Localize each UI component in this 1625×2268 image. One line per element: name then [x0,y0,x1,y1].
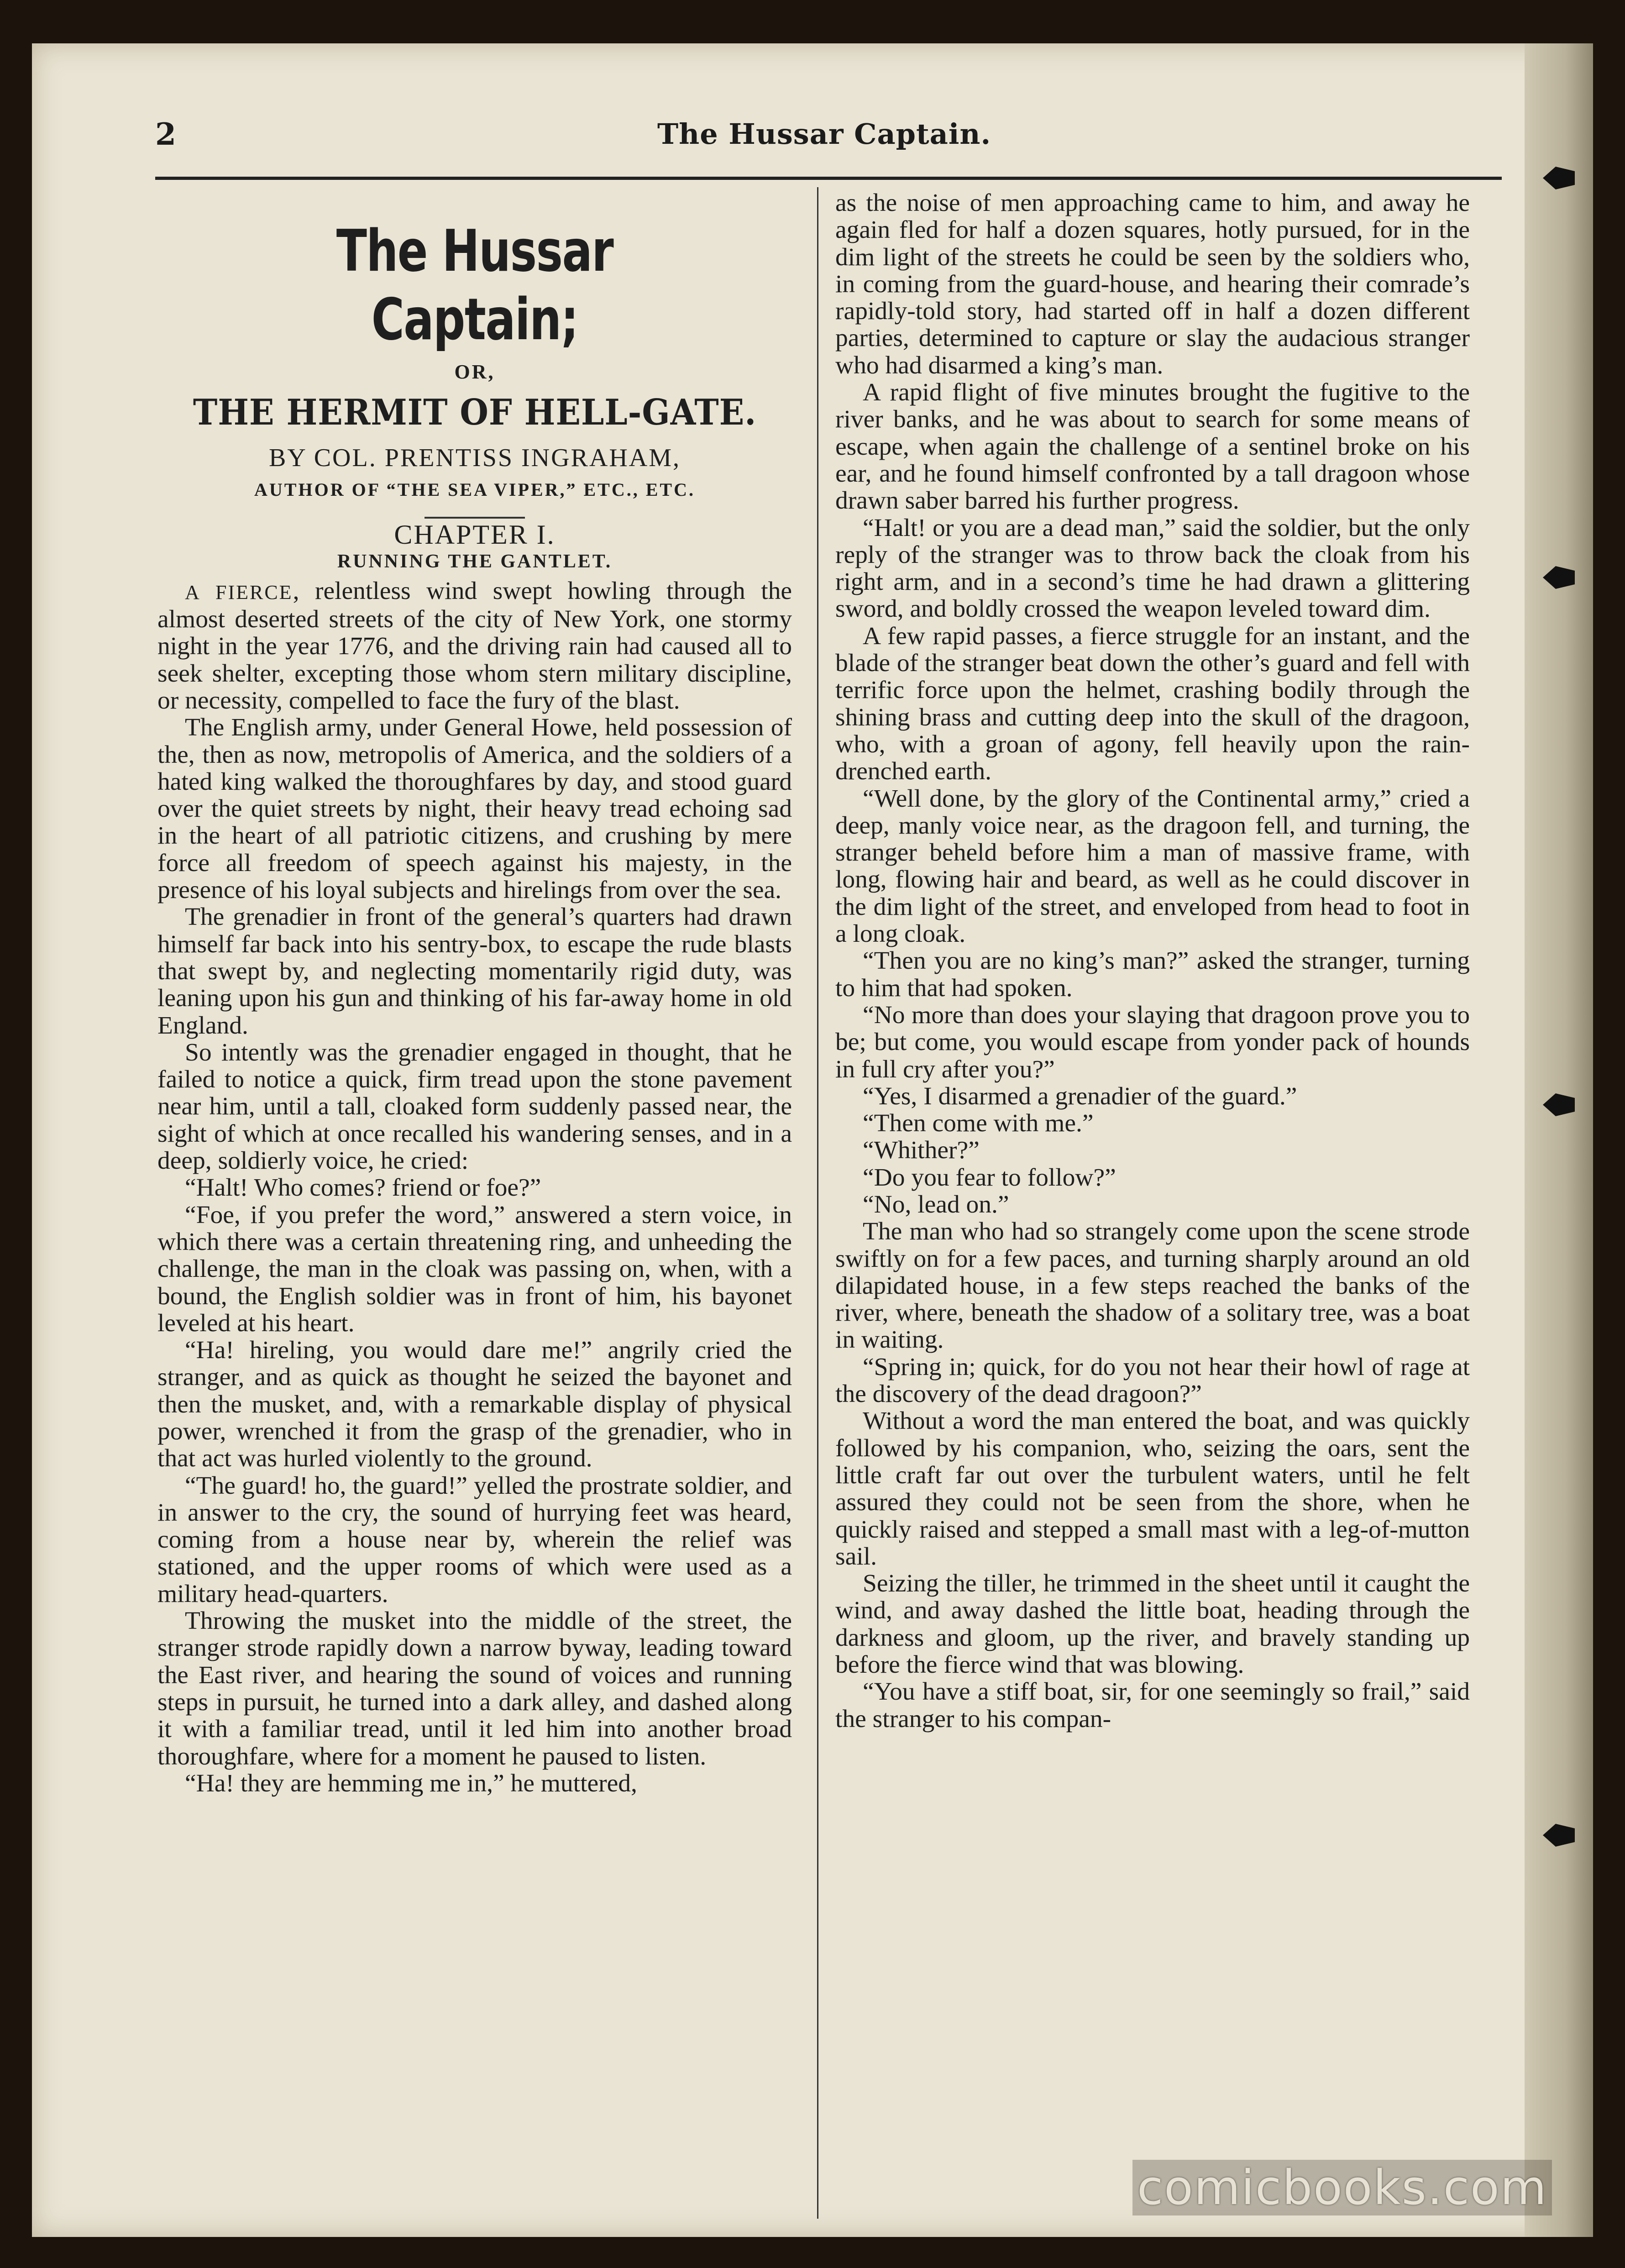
paragraph: So intently was the grenadier engaged in thought, that he failed to notice a quick, firm tread upon the stone pavement near him, until a tall, cloaked form suddenly passed near, the sight of which at once recalled his wandering senses, and in a deep, soldierly voice, he cried: [157,1038,792,1175]
author-credits: AUTHOR OF “THE SEA VIPER,” ETC., ETC. [254,479,695,500]
paragraph: The man who had so strangely come upon the scene strode swiftly on for a few paces, and turning sharply around an old dilapidated house, in a few steps reached the banks of the river, where, beneath the shadow of a solitary tree, was a boat in waiting. [835,1218,1470,1354]
paragraph: “Halt! or you are a dead man,” said the soldier, but the only reply of the stranger was to throw back the cloak from his right arm, and in a second’s time he had drawn a glittering sword, and boldly crossed the weapon leveled toward dim. [835,514,1470,623]
paragraph: as the noise of men approaching came to him, and away he again fled for half a dozen squares, hotly pursued, for in the dim light of the streets he could be seen by the soldiers who, in coming from the guard-house, and hearing their comrade’s rapidly-told story, had started off in half a dozen different parties, determined to capture or slay the audacious stranger who had disarmed a king’s man. [835,189,1470,379]
byline: BY COL. PRENTISS INGRAHAM, [268,443,681,472]
paragraph: “No, lead on.” [863,1190,1009,1218]
page-number: 2 [155,116,176,152]
paragraph: “Then you are no king’s man?” asked the stranger, turning to him that had spoken. [835,947,1470,1002]
magazine-page [32,43,1593,2237]
paragraph: A few rapid passes, a fierce struggle for an instant, and the blade of the stranger beat down the other’s guard and fell with terrific force upon the helmet, crashing bodily through the shining brass and cutting deep into the skull of the dragoon, who, with a groan of agony, fell heavily upon the rain-drenched earth. [835,622,1470,786]
paragraph: “Well done, by the glory of the Continental army,” cried a deep, manly voice near, as the dragoon fell, and turning, the stranger beheld before him a man of massive frame, with long, flowing hair and beard, as well as he could discover in the dim light of the street, and enveloped from head to foot in a long cloak. [835,784,1470,948]
paragraph: “Halt! Who comes? friend or foe?” [185,1174,541,1202]
drop-word: A FIERCE [185,581,293,604]
paragraph: “Then come with me.” [863,1109,1094,1138]
column-divider [817,187,818,2219]
story-title: The Hussar Captain; [336,217,613,353]
paragraph: “You have a stiff boat, sir, for one seemingly so frail,” said the stranger to his compan- [835,1678,1470,1733]
paragraph: Without a word the man entered the boat, and was quickly followed by his companion, who, seizing the oars, sent the little craft far out over the turbulent waters, until he felt assured they could not be seen from the shore, when he quickly raised and stepped a small mast with a leg-of-mutton sail. [835,1407,1470,1570]
chapter-heading: CHAPTER I. [394,520,556,550]
paragraph: Seizing the tiller, he trimmed in the sheet until it caught the wind, and away dashed the little boat, heading through the darkness and gloom, up the river, and bravely standing up before the fierce wind that was blowing. [835,1570,1470,1679]
column-right [835,189,1470,1732]
story-subtitle: THE HERMIT OF HELL-GATE. [193,392,757,434]
paragraph: “Ha! hireling, you would dare me!” angrily cried the stranger, and as quick as thought he seized the bayonet and then the musket, and, with a remarkable display of physical power, wrenched it from the grasp of the grenadier, who in that act was hurled violently to the ground. [157,1336,792,1473]
paragraph: “Foe, if you prefer the word,” answered a stern voice, in which there was a certain threatening ring, and unheeding the challenge, the man in the cloak was passing on, when, with a bound, the English soldier was in front of him, his bayonet leveled at his heart. [157,1201,792,1337]
title-or: OR, [454,361,495,383]
header-rule [155,177,1502,180]
page-header [155,112,1502,167]
title-rule [425,517,525,519]
paragraph: “Spring in; quick, for do you not hear their howl of rage at the discovery of the dead dragoon?” [835,1353,1470,1408]
paragraph: “Whither?” [863,1136,980,1165]
paragraph: “Do you fear to follow?” [863,1163,1116,1192]
paragraph: “No more than does your slaying that dragoon prove you to be; but come, you would escape from yonder pack of hounds in full cry after you?” [835,1001,1470,1083]
binding-spine [1525,43,1593,2237]
site-watermark: comicbooks.com [1132,2160,1552,2216]
paragraph: “Yes, I disarmed a grenadier of the guard.” [863,1082,1297,1110]
chapter-title: RUNNING THE GANTLET. [337,551,613,572]
paragraph: The grenadier in front of the general’s quarters had drawn himself far back into his sentry-box, to escape the rude blasts that swept by, and neglecting momentarily rigid duty, was leaning upon his gun and thinking of his far-away home in old England. [157,903,792,1040]
column-left [157,189,792,1797]
paragraph: The English army, under General Howe, held possession of the, then as now, metropolis of America, and the soldiers of a hated king walked the thoroughfares by day, and stood guard over the quiet streets by night, their heavy tread echoing sad in the heart of all patriotic citizens, and crushing by mere force all freedom of speech against his majesty, in the presence of his loyal subjects and hirelings from over the sea. [157,714,792,904]
paragraph: Throwing the musket into the middle of the street, the stranger strode rapidly down a narrow byway, leading toward the East river, and hearing the sound of voices and running steps in pursuit, he turned into a dark alley, and dashed along it with a familiar tread, until it led him into another broad thoroughfare, where for a moment he paused to listen. [157,1607,792,1770]
paragraph: “Ha! they are hemming me in,” he muttered, [185,1769,637,1797]
paragraph: “The guard! ho, the guard!” yelled the prostrate soldier, and in answer to the cry, the sound of hurrying feet was heard, coming from a house near by, wherein the relief was stationed, and the upper rooms of which were used as a military head-quarters. [157,1471,792,1608]
running-title: The Hussar Captain. [657,117,991,151]
paragraph: A FIERCE, relentless wind swept howling through the almost deserted streets of the city of New York, one stormy night in the year 1776, and the driving rain had caused all to seek shelter, excepting those whom stern military discipline, or necessity, compelled to face the fury of the blast. [157,577,792,714]
paragraph: A rapid flight of five minutes brought the fugitive to the river banks, and he was about to search for some means of escape, when again the challenge of a sentinel broke on his ear, and he found himself confronted by a tall dragoon whose drawn saber barred his further progress. [835,378,1470,515]
